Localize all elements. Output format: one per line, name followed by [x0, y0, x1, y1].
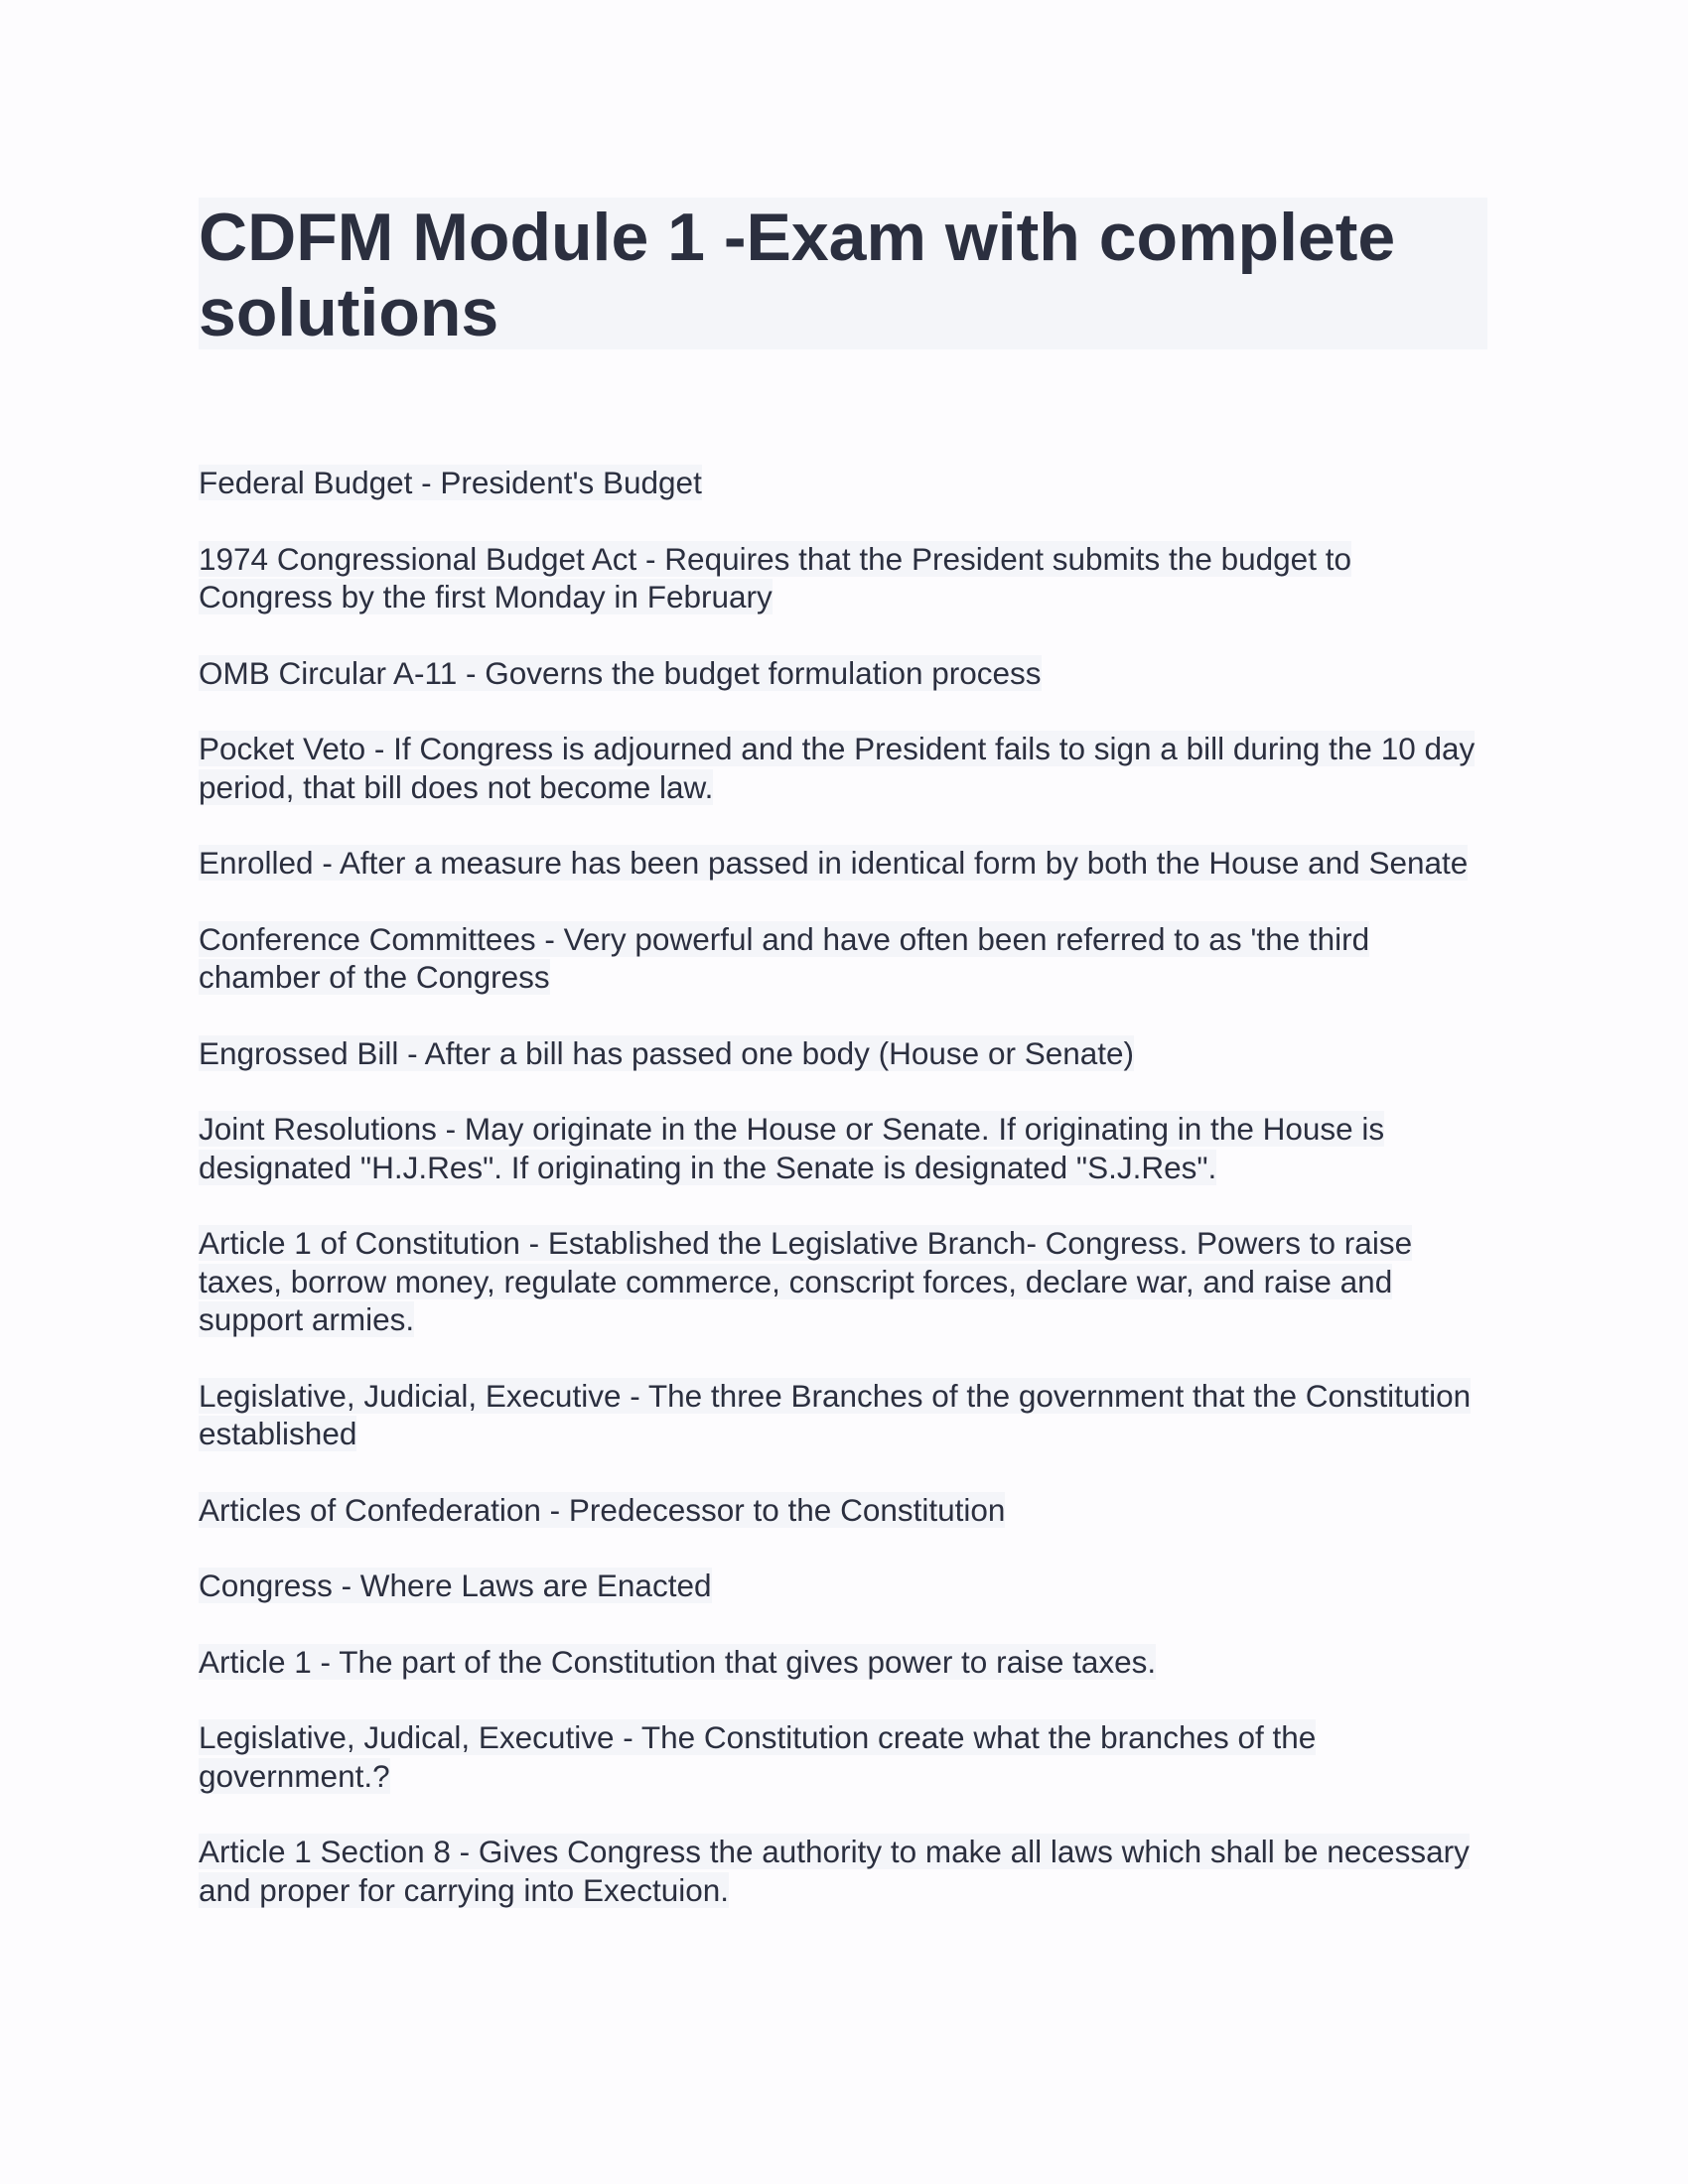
flashcard-text: 1974 Congressional Budget Act - Requires that the President submits the budget to Congress by the first Monday in February: [199, 540, 1351, 614]
flashcard-entry: [199, 1833, 1489, 1909]
flashcard-list: [199, 464, 1489, 1947]
document-title: CDFM Module 1 -Exam with complete solutions: [199, 200, 1396, 350]
flashcard-text: Enrolled - After a measure has been passed in identical form by both the House and Senate: [199, 845, 1469, 881]
flashcard-entry: [199, 540, 1489, 616]
flashcard-entry: [199, 844, 1489, 883]
flashcard-entry: [199, 464, 1489, 502]
flashcard-text: Engrossed Bill - After a bill has passed one body (House or Senate): [199, 1034, 1135, 1071]
flashcard-text: Congress - Where Laws are Enacted: [199, 1568, 712, 1603]
flashcard-entry: [199, 654, 1489, 693]
flashcard-entry: [199, 1718, 1489, 1795]
flashcard-entry: [199, 1491, 1489, 1530]
flashcard-entry: [199, 1643, 1489, 1682]
flashcard-entry: [199, 730, 1489, 806]
flashcard-entry: [199, 1567, 1489, 1605]
flashcard-text: Legislative, Judical, Executive - The Constitution create what the branches of the government.?: [199, 1719, 1317, 1794]
flashcard-text: Conference Committees - Very powerful and have often been referred to as 'the third chamber of the Congress: [199, 920, 1370, 995]
flashcard-entry: [199, 1110, 1489, 1186]
flashcard-text: Legislative, Judicial, Executive - The three Branches of the government that the Constitution established: [199, 1377, 1472, 1451]
flashcard-entry: [199, 1224, 1489, 1339]
flashcard-entry: [199, 920, 1489, 997]
flashcard-text: Article 1 - The part of the Constitution that gives power to raise taxes.: [199, 1643, 1157, 1680]
flashcard-text: Federal Budget - President's Budget: [199, 465, 702, 500]
flashcard-text: Article 1 Section 8 - Gives Congress the authority to make all laws which shall be necessary and proper for carrying into Exectuion.: [199, 1834, 1470, 1908]
flashcard-text: Joint Resolutions - May originate in the House or Senate. If originating in the House is designated "H.J.Res". If originating in the Senate is designated "S.J.Res".: [199, 1111, 1385, 1185]
flashcard-entry: [199, 1034, 1489, 1073]
flashcard-text: OMB Circular A-11 - Governs the budget formulation process: [199, 654, 1042, 691]
flashcard-text: Pocket Veto - If Congress is adjourned and the President fails to sign a bill during the 10 day period, that bill does not become law.: [199, 731, 1476, 805]
flashcard-text: Article 1 of Constitution - Established the Legislative Branch- Congress. Powers to raise taxes, borrow money, regulate commerce, conscript forces, declare war, and raise and support armies.: [199, 1225, 1413, 1337]
flashcard-entry: [199, 1377, 1489, 1453]
flashcard-text: Articles of Confederation - Predecessor to the Constitution: [199, 1491, 1006, 1528]
title-block: [199, 198, 1487, 349]
